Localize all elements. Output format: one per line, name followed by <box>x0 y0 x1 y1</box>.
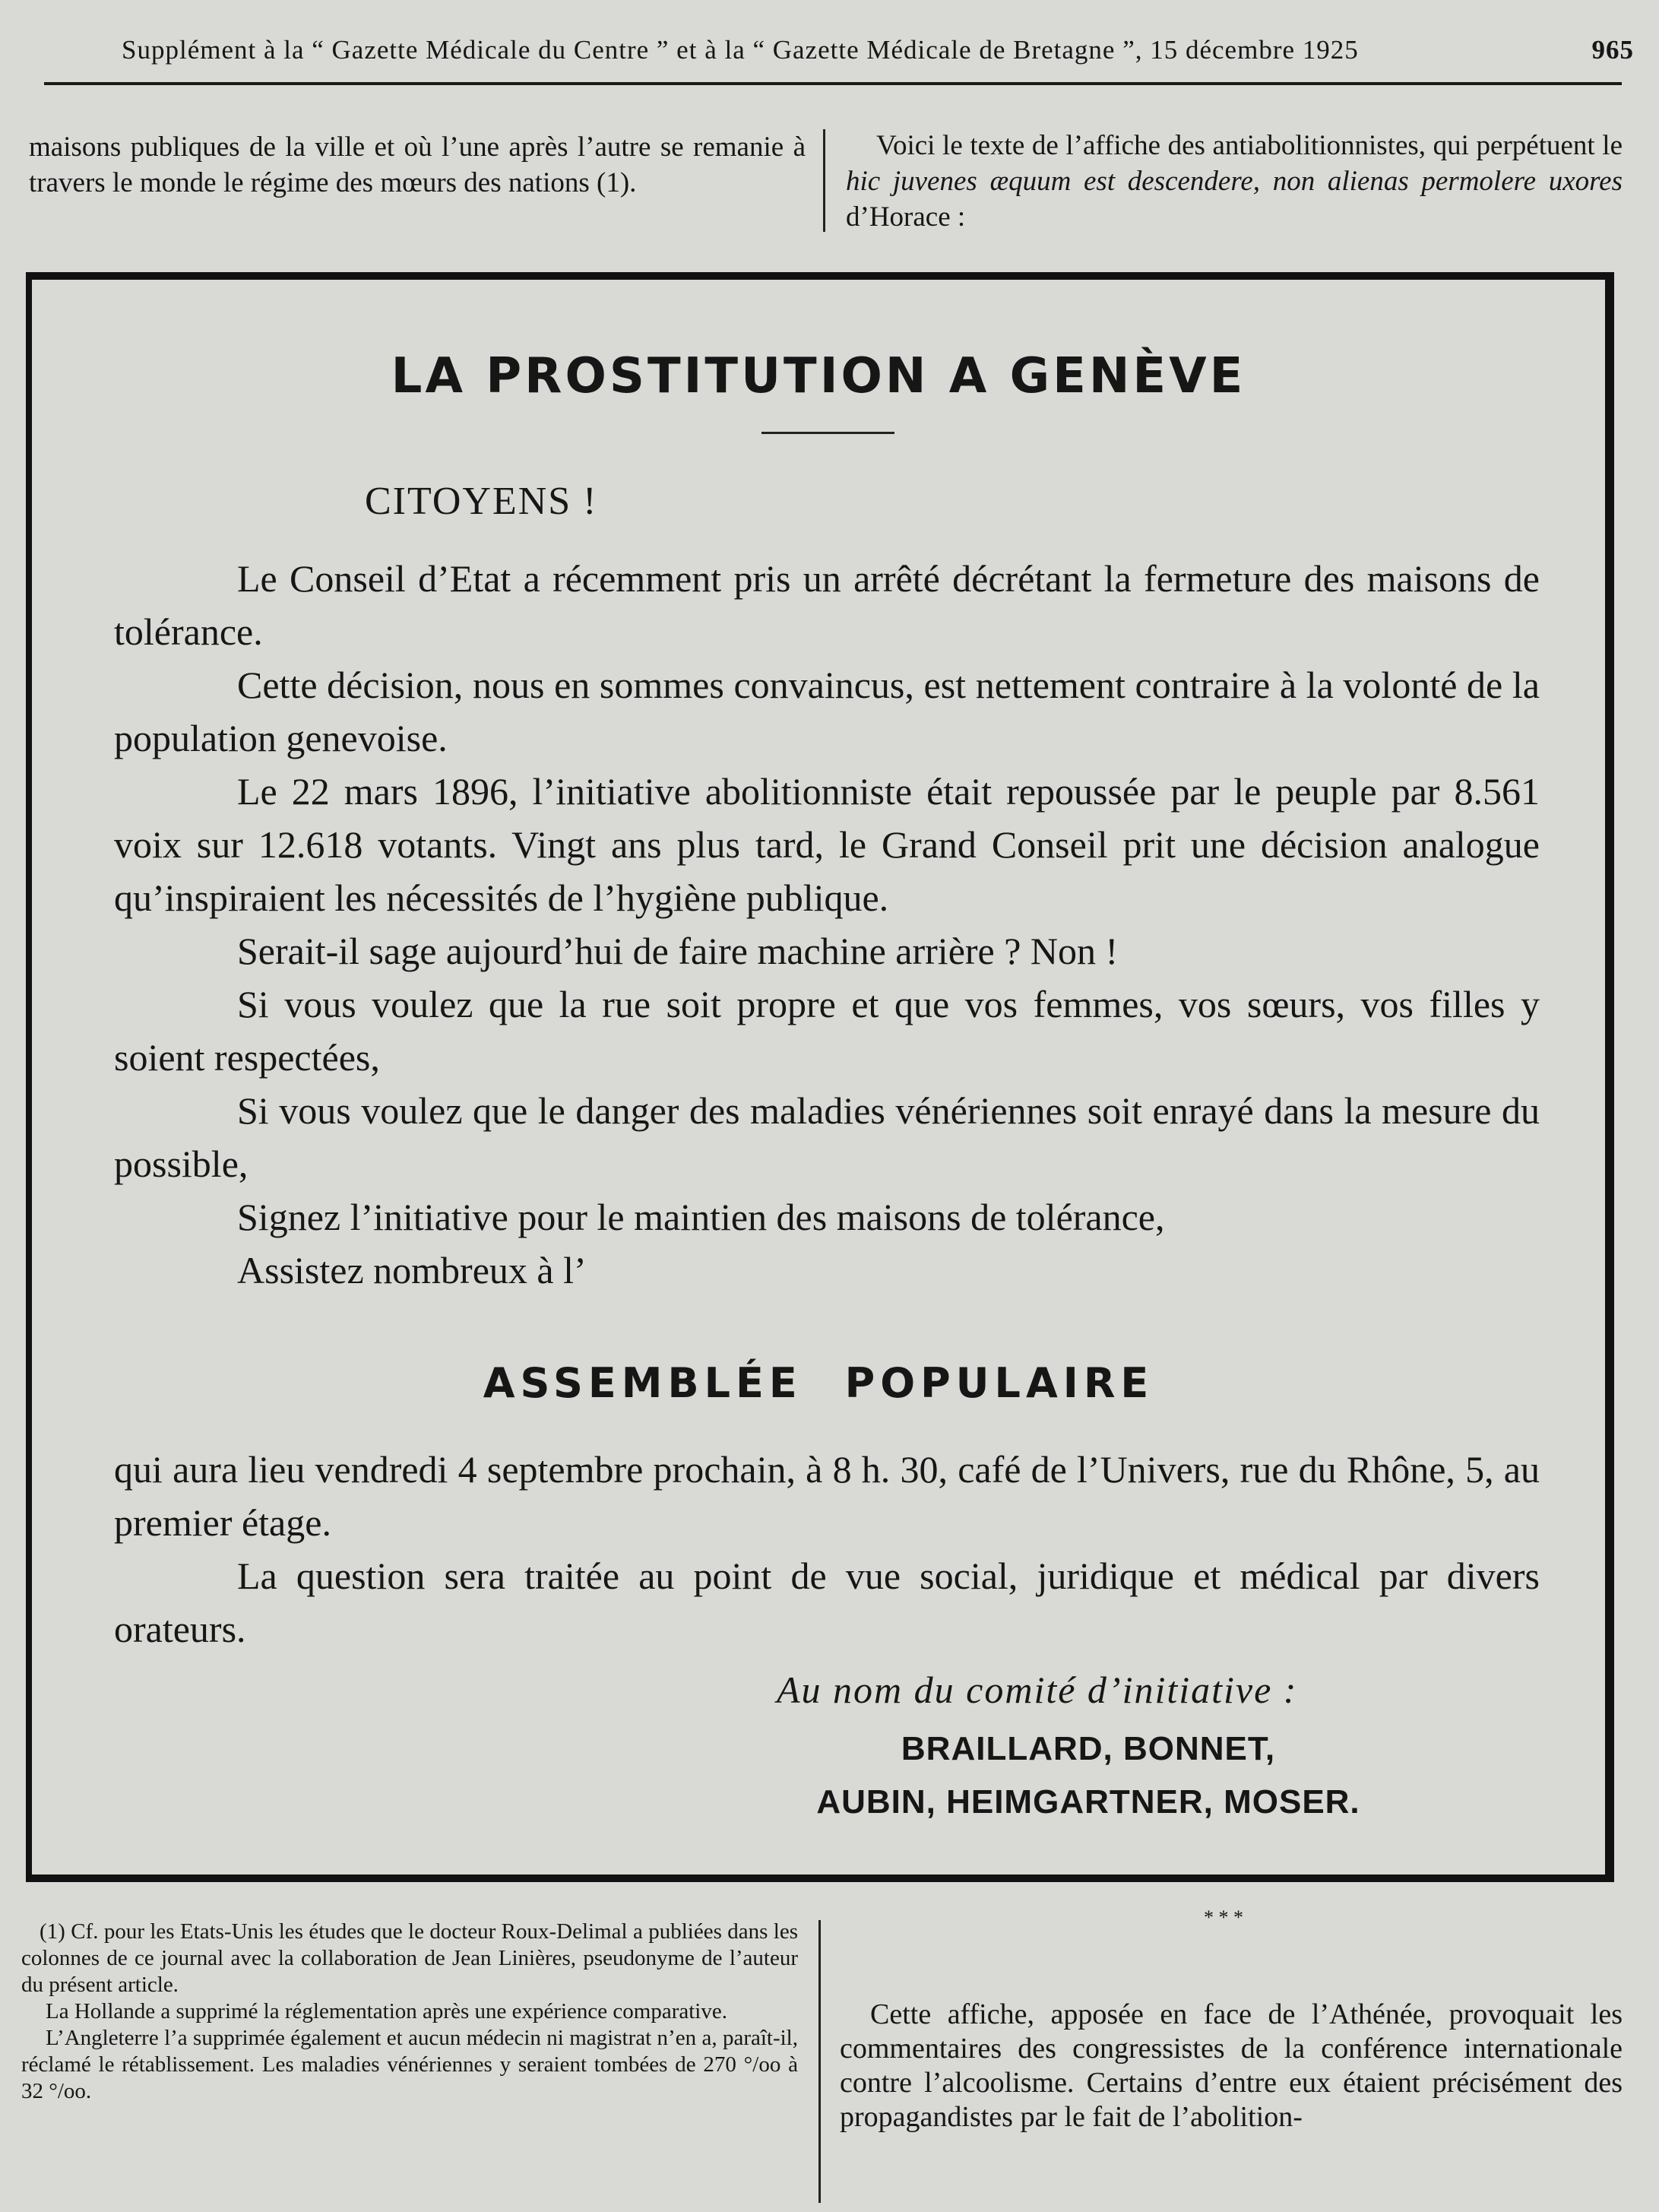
column-divider-top <box>823 129 825 232</box>
bottom-right-paragraph: Cette affiche, apposée en face de l’Athénée, provoquait les commentaires des congressistes de la conférence internationale contre l’alcoolisme. Certains d’entre eux étaient précisément des propagandistes par le fait de l’abolition- <box>840 1998 1623 2133</box>
top-left-column <box>29 129 806 201</box>
footnote: L’Angleterre l’a supprimée également et aucun médecin ni magistrat n’en a, paraît-il, réclamé le rétablissement. Les maladies vénériennes y seraient tombées de 270 °/oo à 32 °/oo. <box>21 2026 798 2103</box>
signoff: Au nom du comité d’initiative : <box>777 1669 1298 1711</box>
top-right-text-before: Voici le texte de l’affiche des antiabolitionnistes, qui perpétuent le <box>876 130 1623 161</box>
bottom-right-column <box>840 1998 1623 2134</box>
signers-line-1: BRAILLARD, BONNET, <box>901 1730 1276 1767</box>
poster-paragraph: Assistez nombreux à l’ <box>237 1249 587 1291</box>
poster-salutation: CITOYENS ! <box>365 480 598 523</box>
event-body <box>114 1443 1540 1656</box>
event-topic: La question sera traitée au point de vue social, juridique et médical par divers orateurs. <box>114 1554 1540 1650</box>
poster-paragraph: Serait-il sage aujourd’hui de faire machine arrière ? Non ! <box>237 930 1119 972</box>
poster-paragraph: Cette décision, nous en sommes convaincus, est nettement contraire à la volonté de la population genevoise. <box>114 664 1540 759</box>
running-head <box>122 35 1634 65</box>
event-details: qui aura lieu vendredi 4 septembre prochain, à 8 h. 30, café de l’Univers, rue du Rhône, 5, au premier étage. <box>114 1448 1540 1544</box>
poster-paragraph: Signez l’initiative pour le maintien des maisons de tolérance, <box>237 1196 1165 1238</box>
top-right-text-after: d’Horace : <box>846 201 966 233</box>
top-right-paragraph <box>846 128 1623 235</box>
latin-quote: hic juvenes æquum est descendere, non alienas permolere uxores <box>846 166 1623 197</box>
signers-line-2: AUBIN, HEIMGARTNER, MOSER. <box>816 1783 1360 1821</box>
page-number: 965 <box>1591 35 1634 65</box>
poster-box <box>26 272 1614 1882</box>
footnotes <box>21 1919 798 2105</box>
poster-title: LA PROSTITUTION A GENÈVE <box>391 348 1246 404</box>
column-divider-bottom <box>818 1920 821 2203</box>
poster-paragraph: Si vous voulez que le danger des maladies vénériennes soit enrayé dans la mesure du possible, <box>114 1089 1540 1185</box>
footnote: (1) Cf. pour les Etats-Unis les études que le docteur Roux-Delimal a publiées dans les colonnes de ce journal avec la collaboration de Jean Linières, pseudonyme de l’auteur du présent article. <box>21 1919 798 1997</box>
poster-paragraph: Le Conseil d’Etat a récemment pris un arrêté décrétant la fermeture des maisons de tolérance. <box>114 557 1540 653</box>
title-rule <box>761 432 894 434</box>
event-heading: ASSEMBLÉE POPULAIRE <box>483 1359 1154 1407</box>
footnote: La Hollande a supprimé la réglementation après une expérience comparative. <box>46 1999 727 2023</box>
poster-body <box>114 552 1540 1297</box>
poster-paragraph: Le 22 mars 1896, l’initiative abolitionniste était repoussée par le peuple par 8.561 voix sur 12.618 votants. Vingt ans plus tard, le Grand Conseil prit une décision analogue qu’inspiraient les nécessités de l’hygiène publique. <box>114 770 1540 919</box>
asterism: * * * <box>1204 1906 1243 1928</box>
top-right-column <box>846 128 1623 235</box>
poster-paragraph: Si vous voulez que la rue soit propre et que vos femmes, vos sœurs, vos filles y soient respectées, <box>114 983 1540 1079</box>
header-rule <box>44 82 1622 85</box>
running-head-text: Supplément à la “ Gazette Médicale du Centre ” et à la “ Gazette Médicale de Bretagne ”, 15 décembre 1925 <box>122 35 1359 65</box>
top-left-paragraph: maisons publiques de la ville et où l’une après l’autre se remanie à travers le monde le régime des mœurs des nations (1). <box>29 132 806 198</box>
